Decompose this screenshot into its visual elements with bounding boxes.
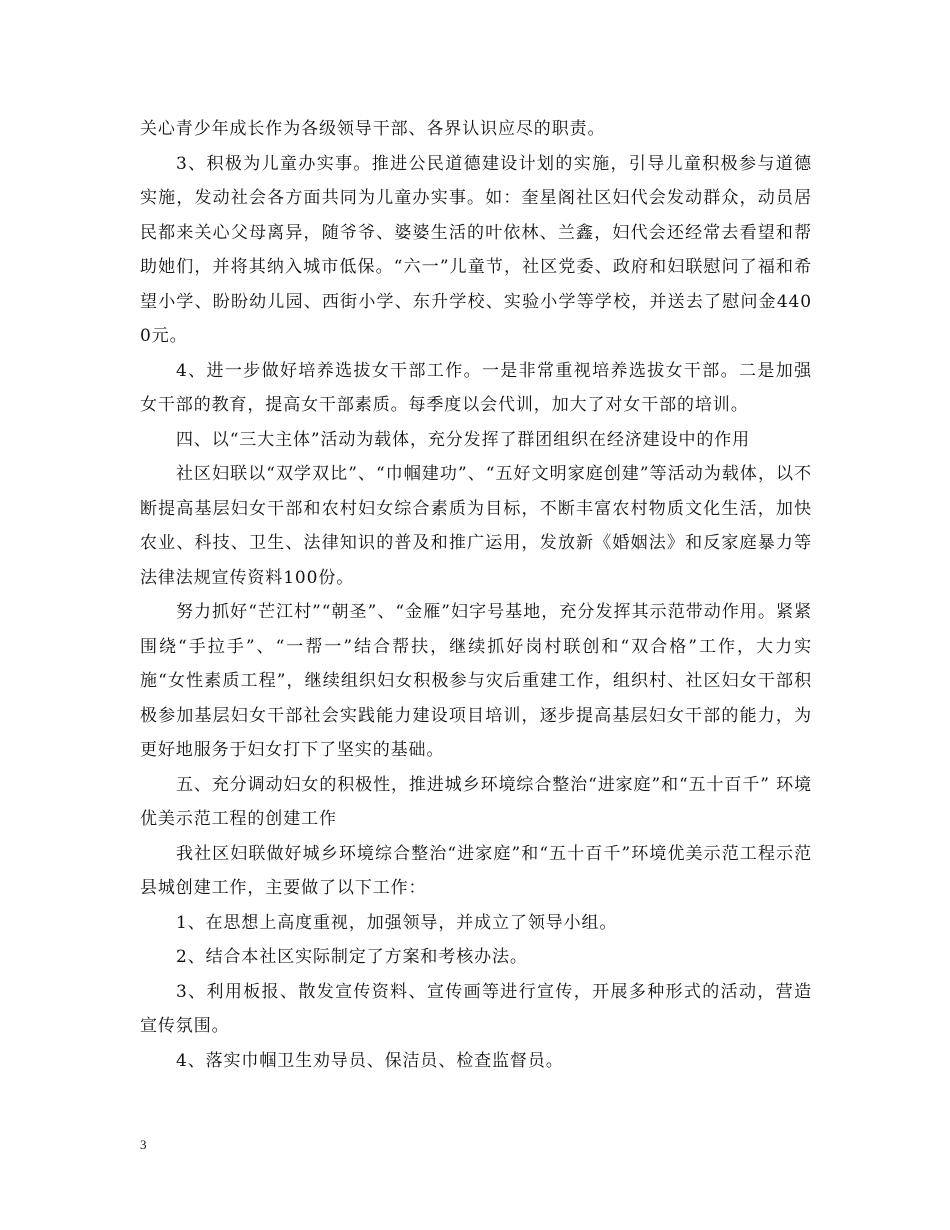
paragraph-item-4-female-cadres: 4、进一步做好培养选拔女干部工作。一是非常重视培养选拔女干部。二是加强女干部的教育，提高女干部素质。每季度以会代训，加大了对女干部的培训。 <box>140 360 812 415</box>
page-number: 3 <box>140 1137 147 1152</box>
list-item-3: 3、利用板报、散发宣传资料、宣传画等进行宣传，开展多种形式的活动，营造宣传氛围。 <box>140 981 812 1036</box>
paragraph-continuation: 关心青少年成长作为各级领导干部、各界认识应尽的职责。 <box>140 119 606 139</box>
document-body <box>140 112 812 1078</box>
section-heading-4: 四、以“三大主体”活动为载体，充分发挥了群团组织在经济建设中的作用 <box>176 429 751 450</box>
section-heading-5: 五、充分调动妇女的积极性，推进城乡环境综合整治“进家庭”和“五十百千” 环境优美示范工程的创建工作 <box>140 774 812 829</box>
paragraph-item-3-children: 3、积极为儿童办实事。推进公民道德建设计划的实施，引导儿童积极参与道德实施，发动社会各方面共同为儿童办实事。如：奎星阁社区妇代会发动群众，动员居民都来关心父母离异，随爷爷、婆婆生活的叶依林、兰鑫，妇代会还经常去看望和帮助她们，并将其纳入城市低保。“六一”儿童节，社区党委、政府和妇联慰问了福和希望小学、盼盼幼儿园、西街小学、东升学校、实验小学等学校，并送去了慰问金4400元。 <box>140 153 812 346</box>
list-item-1: 1、在思想上高度重视，加强领导，并成立了领导小组。 <box>176 912 618 933</box>
paragraph-environment-work: 我社区妇联做好城乡环境综合整治“进家庭”和“五十百千”环境优美示范工程示范县城创建工作，主要做了以下工作： <box>140 843 812 898</box>
paragraph-women-federation-activities: 社区妇联以“双学双比”、“巾帼建功”、“五好文明家庭创建”等活动为载体，以不断提高基层妇女干部和农村妇女综合素质为目标，不断丰富农村物质文化生活，加快农业、科技、卫生、法律知识的普及和推广运用，发放新《婚姻法》和反家庭暴力等法律法规宣传资料100份。 <box>140 464 812 588</box>
list-item-2: 2、结合本社区实际制定了方案和考核办法。 <box>176 947 528 967</box>
paragraph-demonstration-bases: 努力抓好“芒江村”“朝圣”、“金雁”妇字号基地，充分发挥其示范带动作用。紧紧围绕“手拉手”、“一帮一”结合帮扶，继续抓好岗村联创和“双合格”工作，大力实施“女性素质工程”，继续组织妇女积极参与灾后重建工作，组织村、社区妇女干部积极参加基层妇女干部社会实践能力建设项目培训，逐步提高基层妇女干部的能力，为更好地服务于妇女打下了坚实的基础。 <box>140 602 813 760</box>
list-item-4: 4、落实巾帼卫生劝导员、保洁员、检查监督员。 <box>176 1050 564 1071</box>
